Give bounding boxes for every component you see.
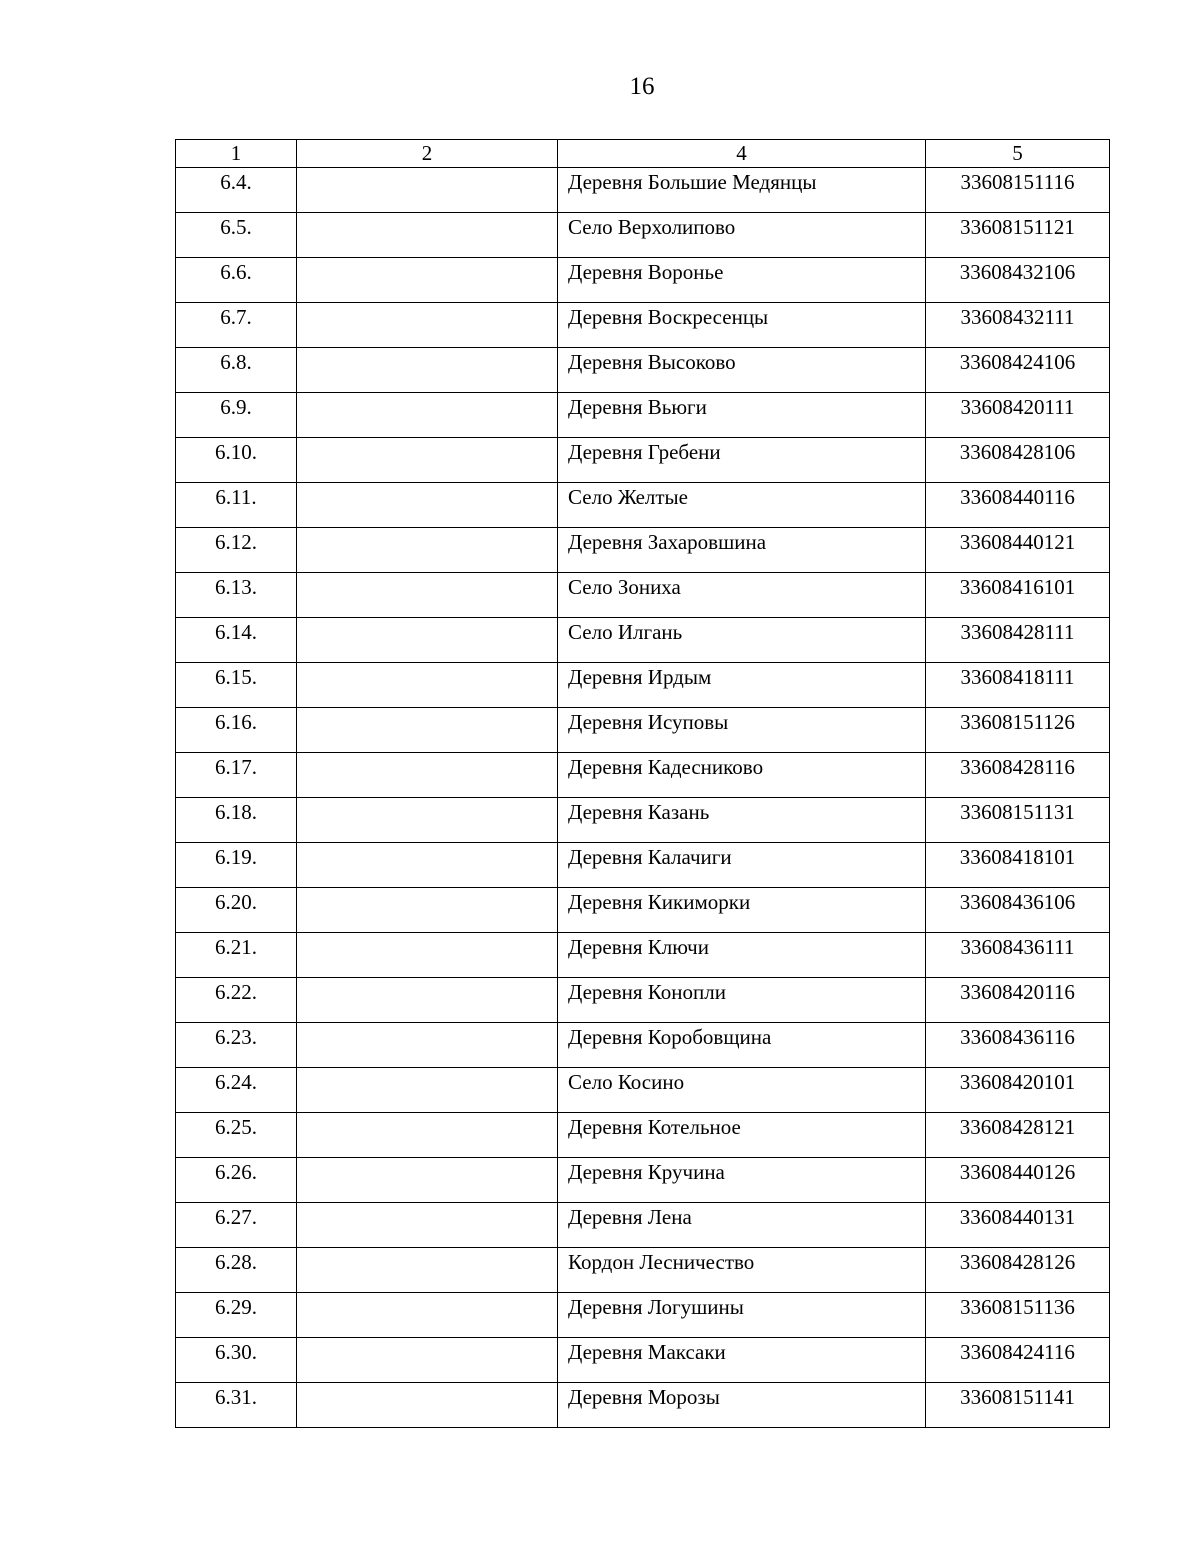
oktmo-code-cell: 33608424116 bbox=[926, 1338, 1110, 1383]
table-row bbox=[176, 1113, 1110, 1158]
column-2-cell bbox=[297, 528, 558, 573]
table-row bbox=[176, 438, 1110, 483]
oktmo-code-cell: 33608440131 bbox=[926, 1203, 1110, 1248]
column-2-cell bbox=[297, 708, 558, 753]
column-2-cell bbox=[297, 573, 558, 618]
table-row bbox=[176, 933, 1110, 978]
settlement-name-cell: Деревня Казань bbox=[558, 798, 926, 843]
column-2-cell bbox=[297, 1338, 558, 1383]
column-2-cell bbox=[297, 213, 558, 258]
settlement-name-cell: Деревня Ирдым bbox=[558, 663, 926, 708]
column-2-cell bbox=[297, 1293, 558, 1338]
row-number-cell: 6.17. bbox=[176, 753, 297, 798]
settlement-name-cell: Деревня Гребени bbox=[558, 438, 926, 483]
table-row bbox=[176, 708, 1110, 753]
settlement-name-cell: Деревня Логушины bbox=[558, 1293, 926, 1338]
row-number-cell: 6.26. bbox=[176, 1158, 297, 1203]
table-row bbox=[176, 1248, 1110, 1293]
settlement-name-cell: Кордон Лесничество bbox=[558, 1248, 926, 1293]
oktmo-code-cell: 33608440121 bbox=[926, 528, 1110, 573]
oktmo-code-cell: 33608418101 bbox=[926, 843, 1110, 888]
settlement-name-cell: Деревня Высоково bbox=[558, 348, 926, 393]
oktmo-code-cell: 33608428116 bbox=[926, 753, 1110, 798]
oktmo-code-cell: 33608151126 bbox=[926, 708, 1110, 753]
header-col-1: 1 bbox=[176, 140, 297, 168]
row-number-cell: 6.9. bbox=[176, 393, 297, 438]
settlement-name-cell: Деревня Кадесниково bbox=[558, 753, 926, 798]
column-2-cell bbox=[297, 798, 558, 843]
table-row bbox=[176, 1383, 1110, 1428]
oktmo-code-cell: 33608436111 bbox=[926, 933, 1110, 978]
column-2-cell bbox=[297, 1383, 558, 1428]
table-row bbox=[176, 213, 1110, 258]
row-number-cell: 6.15. bbox=[176, 663, 297, 708]
oktmo-code-cell: 33608440126 bbox=[926, 1158, 1110, 1203]
table-row bbox=[176, 888, 1110, 933]
settlement-name-cell: Деревня Большие Медянцы bbox=[558, 168, 926, 213]
table-row bbox=[176, 258, 1110, 303]
column-2-cell bbox=[297, 1068, 558, 1113]
settlement-name-cell: Село Зониха bbox=[558, 573, 926, 618]
row-number-cell: 6.16. bbox=[176, 708, 297, 753]
oktmo-code-cell: 33608432111 bbox=[926, 303, 1110, 348]
settlement-name-cell: Деревня Исуповы bbox=[558, 708, 926, 753]
oktmo-code-cell: 33608440116 bbox=[926, 483, 1110, 528]
table-row bbox=[176, 1023, 1110, 1068]
settlement-name-cell: Село Желтые bbox=[558, 483, 926, 528]
row-number-cell: 6.24. bbox=[176, 1068, 297, 1113]
column-2-cell bbox=[297, 978, 558, 1023]
settlements-table bbox=[175, 139, 1110, 1428]
table-row bbox=[176, 528, 1110, 573]
page-number: 16 bbox=[629, 73, 655, 100]
oktmo-code-cell: 33608436106 bbox=[926, 888, 1110, 933]
oktmo-code-cell: 33608428121 bbox=[926, 1113, 1110, 1158]
row-number-cell: 6.20. bbox=[176, 888, 297, 933]
row-number-cell: 6.21. bbox=[176, 933, 297, 978]
settlement-name-cell: Деревня Захаровшина bbox=[558, 528, 926, 573]
column-2-cell bbox=[297, 1113, 558, 1158]
header-col-4: 4 bbox=[558, 140, 926, 168]
oktmo-code-cell: 33608428106 bbox=[926, 438, 1110, 483]
column-2-cell bbox=[297, 258, 558, 303]
table-header bbox=[176, 140, 1110, 168]
table-row bbox=[176, 843, 1110, 888]
settlement-name-cell: Село Илгань bbox=[558, 618, 926, 663]
table-row bbox=[176, 303, 1110, 348]
oktmo-code-cell: 33608151141 bbox=[926, 1383, 1110, 1428]
oktmo-code-cell: 33608428111 bbox=[926, 618, 1110, 663]
settlement-name-cell: Деревня Котельное bbox=[558, 1113, 926, 1158]
column-2-cell bbox=[297, 618, 558, 663]
table-row bbox=[176, 1338, 1110, 1383]
row-number-cell: 6.14. bbox=[176, 618, 297, 663]
oktmo-code-cell: 33608151116 bbox=[926, 168, 1110, 213]
column-2-cell bbox=[297, 843, 558, 888]
column-2-cell bbox=[297, 303, 558, 348]
column-2-cell bbox=[297, 888, 558, 933]
column-2-cell bbox=[297, 168, 558, 213]
oktmo-code-cell: 33608420116 bbox=[926, 978, 1110, 1023]
oktmo-code-cell: 33608424106 bbox=[926, 348, 1110, 393]
oktmo-code-cell: 33608428126 bbox=[926, 1248, 1110, 1293]
column-2-cell bbox=[297, 483, 558, 528]
row-number-cell: 6.29. bbox=[176, 1293, 297, 1338]
table-row bbox=[176, 483, 1110, 528]
header-row bbox=[176, 140, 1110, 168]
column-2-cell bbox=[297, 1248, 558, 1293]
oktmo-code-cell: 33608436116 bbox=[926, 1023, 1110, 1068]
row-number-cell: 6.25. bbox=[176, 1113, 297, 1158]
table-row bbox=[176, 1158, 1110, 1203]
table-body bbox=[176, 168, 1110, 1428]
column-2-cell bbox=[297, 393, 558, 438]
row-number-cell: 6.11. bbox=[176, 483, 297, 528]
column-2-cell bbox=[297, 1158, 558, 1203]
row-number-cell: 6.8. bbox=[176, 348, 297, 393]
header-col-2: 2 bbox=[297, 140, 558, 168]
settlement-name-cell: Деревня Воскресенцы bbox=[558, 303, 926, 348]
oktmo-code-cell: 33608416101 bbox=[926, 573, 1110, 618]
row-number-cell: 6.4. bbox=[176, 168, 297, 213]
row-number-cell: 6.6. bbox=[176, 258, 297, 303]
row-number-cell: 6.12. bbox=[176, 528, 297, 573]
row-number-cell: 6.22. bbox=[176, 978, 297, 1023]
column-2-cell bbox=[297, 1023, 558, 1068]
settlement-name-cell: Деревня Лена bbox=[558, 1203, 926, 1248]
oktmo-code-cell: 33608418111 bbox=[926, 663, 1110, 708]
column-2-cell bbox=[297, 348, 558, 393]
settlement-name-cell: Деревня Ключи bbox=[558, 933, 926, 978]
table-row bbox=[176, 1203, 1110, 1248]
table-row bbox=[176, 348, 1110, 393]
row-number-cell: 6.18. bbox=[176, 798, 297, 843]
oktmo-code-cell: 33608151131 bbox=[926, 798, 1110, 843]
column-2-cell bbox=[297, 1203, 558, 1248]
column-2-cell bbox=[297, 438, 558, 483]
table-row bbox=[176, 393, 1110, 438]
settlement-name-cell: Деревня Вьюги bbox=[558, 393, 926, 438]
settlement-name-cell: Деревня Воронье bbox=[558, 258, 926, 303]
table-row bbox=[176, 978, 1110, 1023]
table-row bbox=[176, 663, 1110, 708]
oktmo-code-cell: 33608420111 bbox=[926, 393, 1110, 438]
row-number-cell: 6.10. bbox=[176, 438, 297, 483]
row-number-cell: 6.7. bbox=[176, 303, 297, 348]
row-number-cell: 6.28. bbox=[176, 1248, 297, 1293]
settlement-name-cell: Деревня Кручина bbox=[558, 1158, 926, 1203]
settlement-name-cell: Село Верхолипово bbox=[558, 213, 926, 258]
settlement-name-cell: Деревня Калачиги bbox=[558, 843, 926, 888]
table-row bbox=[176, 1293, 1110, 1338]
settlement-name-cell: Деревня Конопли bbox=[558, 978, 926, 1023]
settlement-name-cell: Деревня Морозы bbox=[558, 1383, 926, 1428]
oktmo-code-cell: 33608420101 bbox=[926, 1068, 1110, 1113]
row-number-cell: 6.19. bbox=[176, 843, 297, 888]
oktmo-code-cell: 33608432106 bbox=[926, 258, 1110, 303]
row-number-cell: 6.23. bbox=[176, 1023, 297, 1068]
row-number-cell: 6.30. bbox=[176, 1338, 297, 1383]
table-row bbox=[176, 168, 1110, 213]
header-col-5: 5 bbox=[926, 140, 1110, 168]
column-2-cell bbox=[297, 663, 558, 708]
table-row bbox=[176, 573, 1110, 618]
settlement-name-cell: Деревня Максаки bbox=[558, 1338, 926, 1383]
oktmo-code-cell: 33608151136 bbox=[926, 1293, 1110, 1338]
settlement-name-cell: Село Косино bbox=[558, 1068, 926, 1113]
row-number-cell: 6.13. bbox=[176, 573, 297, 618]
row-number-cell: 6.31. bbox=[176, 1383, 297, 1428]
table-row bbox=[176, 1068, 1110, 1113]
column-2-cell bbox=[297, 753, 558, 798]
table-row bbox=[176, 753, 1110, 798]
table-row bbox=[176, 798, 1110, 843]
settlement-name-cell: Деревня Коробовщина bbox=[558, 1023, 926, 1068]
row-number-cell: 6.27. bbox=[176, 1203, 297, 1248]
row-number-cell: 6.5. bbox=[176, 213, 297, 258]
table-row bbox=[176, 618, 1110, 663]
oktmo-code-cell: 33608151121 bbox=[926, 213, 1110, 258]
column-2-cell bbox=[297, 933, 558, 978]
settlement-name-cell: Деревня Кикиморки bbox=[558, 888, 926, 933]
